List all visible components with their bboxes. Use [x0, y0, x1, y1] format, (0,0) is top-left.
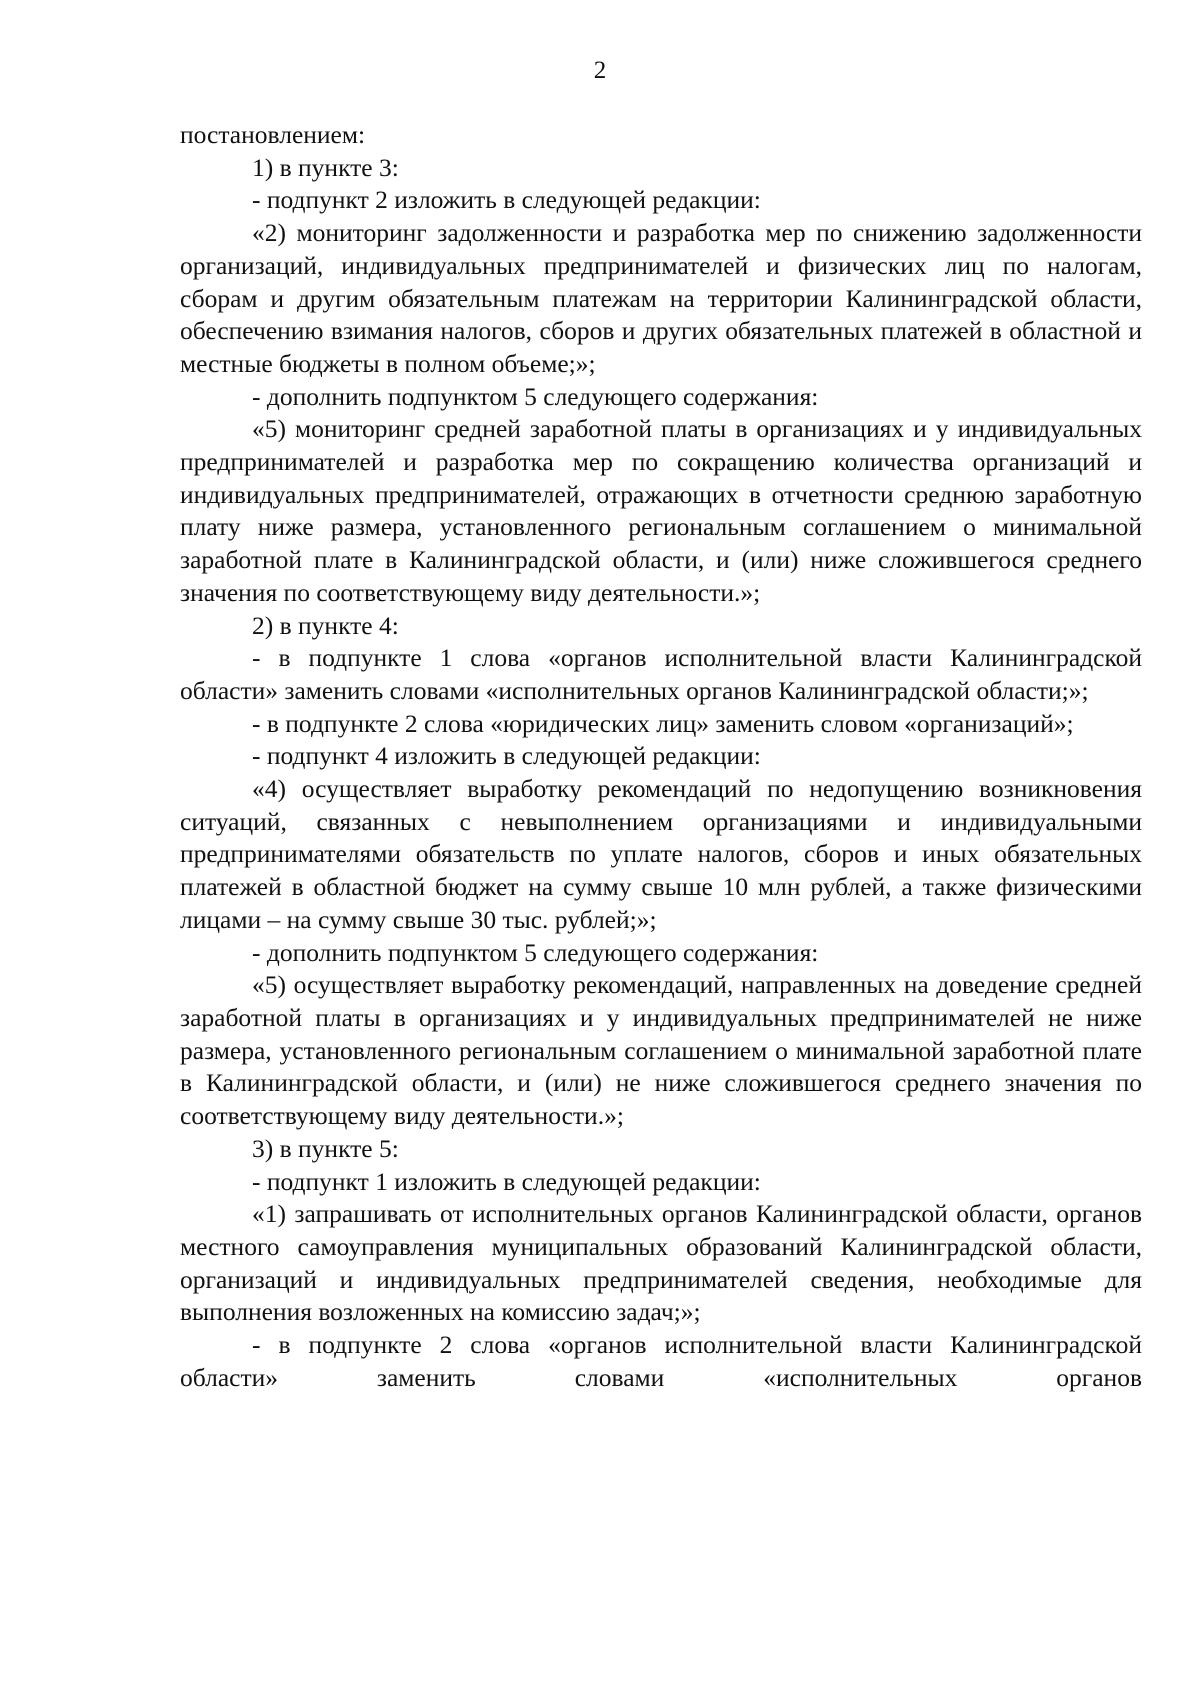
paragraph: «5) осуществляет выработку рекомендаций, направленных на доведение средней заработной платы в организациях и у индивидуальных предпринимателей не ниже размера, установленного региональным соглашением о минимальной заработной плате в Калининградской области, и (или) не ниже сложившегося среднего значения по соответствующему виду деятельности.»; [180, 970, 1142, 1131]
paragraph: постановлением: [180, 120, 366, 149]
paragraph: - подпункт 4 изложить в следующей редакции: [252, 741, 761, 771]
page-number: 2 [593, 57, 607, 84]
paragraph: «1) запрашивать от исполнительных органов Калининградской области, органов местного самоуправления муниципальных образований Калининградской области, организаций и индивидуальных предпринимателей сведения, необходимые для выполнения возложенных на комиссию задач;»; [180, 1199, 1142, 1327]
paragraph: 1) в пункте 3: [252, 152, 399, 182]
paragraph: - дополнить подпунктом 5 следующего содержания: [252, 937, 819, 967]
document-body [180, 119, 1142, 1394]
paragraph: «5) мониторинг средней заработной платы в организациях и у индивидуальных предпринимателей и разработка мер по сокращению количества организаций и индивидуальных предпринимателей, отражающих в отчетности среднюю заработную плату ниже размера, установленного региональным соглашением о минимальной заработной плате в Калининградской области, и (или) ниже сложившегося среднего значения по соответствующему виду деятельности.»; [180, 414, 1142, 607]
paragraph: - в подпункте 2 слова «органов исполнительной власти Калининградской области» заменить словами «исполнительных органов [180, 1330, 1142, 1392]
paragraph: - подпункт 1 изложить в следующей редакции: [252, 1166, 761, 1196]
paragraph: - подпункт 2 изложить в следующей редакции: [252, 185, 761, 215]
paragraph: 3) в пункте 5: [252, 1133, 399, 1163]
paragraph: «4) осуществляет выработку рекомендаций по недопущению возникновения ситуаций, связанных с невыполнением организациями и индивидуальными предпринимателями обязательств по уплате налогов, сборов и иных обязательных платежей в областной бюджет на сумму свыше 10 млн рублей, а также физическими лицами – на сумму свыше 30 тыс. рублей;»; [180, 774, 1142, 934]
paragraph: - в подпункте 1 слова «органов исполнительной власти Калининградской области» заменить словами «исполнительных органов Калининградской области;»; [180, 643, 1142, 705]
paragraph: - дополнить подпунктом 5 следующего содержания: [252, 381, 819, 411]
paragraph: 2) в пункте 4: [252, 610, 399, 640]
paragraph: «2) мониторинг задолженности и разработка мер по снижению задолженности организаций, индивидуальных предпринимателей и физических лиц по налогам, сборам и другим обязательным платежам на территории Калининградской области, обеспечению взимания налогов, сборов и других обязательных платежей в областной и местные бюджеты в полном объеме;»; [180, 218, 1142, 378]
paragraph: - в подпункте 2 слова «юридических лиц» заменить словом «организаций»; [252, 708, 1074, 738]
